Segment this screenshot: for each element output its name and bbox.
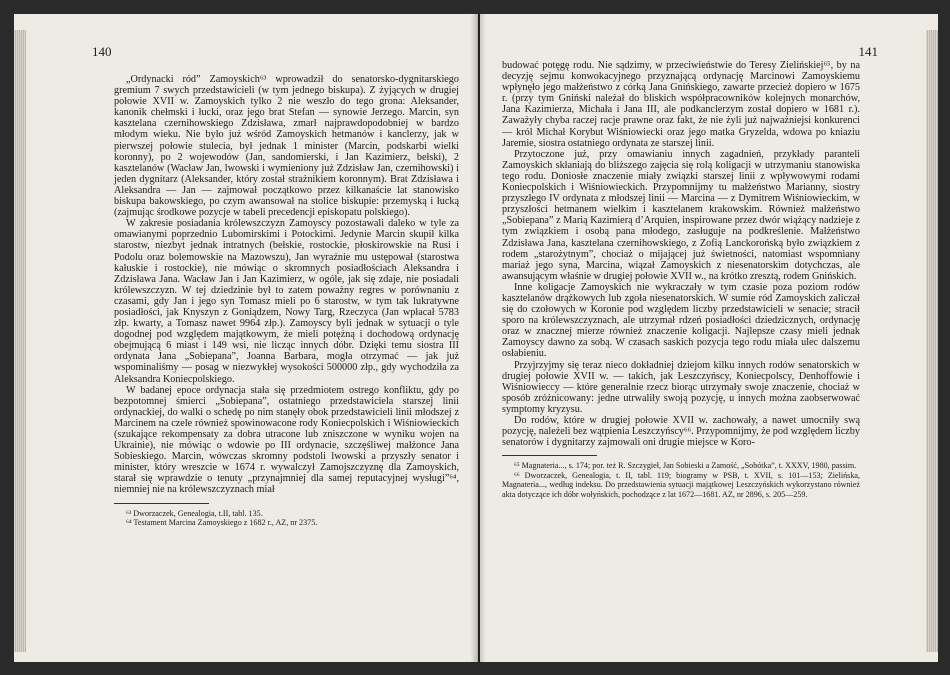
footnote-divider xyxy=(114,503,209,504)
page-edges-right xyxy=(926,30,938,652)
page-number-right: 141 xyxy=(858,44,878,59)
page-number-left: 140 xyxy=(92,44,112,59)
left-page-text xyxy=(114,74,459,528)
footnote: ⁶⁴ Testament Marcina Zamoyskiego z 1682 r., AZ, nr 2375. xyxy=(126,518,318,528)
paragraph: „Ordynacki ród” Zamoyskich⁶³ wprowadził do senatorsko-dygnitarskiego gremium 7 swych przedstawicieli (w tym jednego biskupa). Z żyjących w drugiej połowie XVII w. Zamoyskich tylko 2 nie weszło do tego grona: Aleksander, kanonik chełmski i łucki, oraz jego brat Stefan — synowie Jerzego. Marcin, syn kasztelana czernihowskiego Zdzisława, zmarł najprawdopodobniej w bardzo młodym wieku. Nie było już wśród Zamoyskich hetmanów i kanclerzy, jak w pierwszej połowie stulecia, był jednak 1 minister (Marcin, podskarbi wielki koronny), po 2 wojewodów (Jan, sandomierski, i Jan Kazimierz, bełski), 2 kasztelanów (Wacław Jan, lwowski i wymieniony już Zdzisław Jan, czernihowski) i jeden dygnitarz (Aleksander, który został strażnikiem koronnym). Brat Zdzisława i Aleksandra — Jan — zajmował początkowo przez kilkanaście lat stanowisko biskupa bakowskiego, po czym awansował na stolice biskupie: przemyską i łucką (zajmując środkowe pozycje w tabeli precedencji episkopatu polskiego). xyxy=(114,74,459,219)
paragraph: Do rodów, które w drugiej połowie XVII w. zachowały, a nawet umocniły swą pozycję, należeli bez wątpienia Leszczyńscy⁶⁶. Przypomnijmy, że pod względem liczby senatorów i dygnitarzy zajmowali oni drugie miejsce w Koro- xyxy=(502,415,860,449)
left-page xyxy=(14,14,478,662)
right-page-text xyxy=(502,60,860,500)
paragraph: Inne koligacje Zamoyskich nie wykraczały w tym czasie poza poziom rodów kasztelanów drążkowych lub zgoła niesenatorskich. W sumie ród Zamoyskich zaliczał się do czołowych w Koronie pod względem liczby przedstawicieli w senacie; stracił sporo na królewszczyznach, ale utrzymał rdzeń posiadłości dziedzicznych, ordynację oraz w znacznej mierze również znaczenie koligacji. Najlepsze czasy mieli jednak Zamoyscy dawno za sobą. W czasach saskich pozycja tego rodu miała ulec dalszemu osłabieniu. xyxy=(502,281,860,360)
paragraph: W badanej epoce ordynacja stała się przedmiotem ostrego konfliktu, gdy po bezpotomnej śmierci „Sobiepana”, ostatniego przedstawiciela starszej linii ordynackiej, do walki o schedę po nim stanęły obok przedstawicieli linii młodszej z Marcinem na czele również spowinowacone rody Koniecpolskich i Wiśniowieckich (szukające rekompensaty za dobra utracone lub zniszczone w wyniku wojen na Ukrainie), nie mówiąc o wdowie po III ordynacie, szczęśliwej małżonce Jana Sobieskiego. Marcin, wówczas skromny podstoli lwowski a przyszły senator i minister, który wreszcie w 1674 r. wywalczył Zamojszczyznę dla Zamoyskich, starał się wprawdzie o tenuty „przynajmniej dla samej reputacyjnej wysługi”⁶⁴, niemniej nie na królewszczyznach miał xyxy=(114,384,459,496)
paragraph: W zakresie posiadania królewszczyzn Zamoyscy pozostawali daleko w tyle za omawianymi poprzednio Lubomirskimi i Potockimi. Jedynie Marcin skupił kilka starostw, niezbyt jednak intratnych (bełskie, rostockie, płoskirowskie na Rusi i Podolu oraz bolemowskie na Mazowszu), Jan wyraźnie mu ustępował (starostwa kałuskie i rostockie), nie mówiąc o skromnych posiadłościach Aleksandra i Zdzisława Jana. Wacław Jan i Jan Kazimierz, w ogóle, jak się zdaje, nie posiadali królewszczyzn. W tej dziedzinie był to zatem poważny regres w porównaniu z czasami, gdy Jan i jego syn Tomasz mieli po 6 starostw, w tym tak lukratywne posiadłości, jak Knyszyn z Goniądzem, Nowy Targ, Rzeczyca (Jan wpłacał 5783 złp. kwarty, a Tomasz nawet 9964 złp.). Zamoyscy byli jednak w sytuacji o tyle dogodnej pod względem majątkowym, że mieli potężną i dochodową ordynację obejmującą 6 miast i 149 wsi, nie licząc innych dóbr. Dzięki temu siostra III ordynata Jana „Sobiepana”, Joanna Barbara, mogła otrzymać — jak już wspominaliśmy — posag w niezwykłej wysokości 500000 złp., gdy wychodziła za Aleksandra Koniecpolskiego. xyxy=(114,218,459,385)
footnote: ⁶⁶ Dworzaczek, Genealogia, t. II, tabl. 119; biogramy w PSB, t. XVII, s. 101—153; Zielińska, Magnateria..., według indeksu. Do przedstawienia sytuacji majątkowej Leszczyńskich wykorzystano również akta dotyczące ich dóbr wołyńskich, pochodzące z lat 1672—1681. AZ, nr 2896, s. 205—259. xyxy=(502,470,860,500)
page-edges-left xyxy=(14,30,26,652)
paragraph: budować potęgę rodu. Nie sądzimy, w przeciwieństwie do Teresy Zielińskiej⁶⁵, by na decyzję sejmu konwokacyjnego przyznającą ordynację Marcinowi Zamoyskiemu wpłynęło jego małżeństwo z córką Jana Gnińskiego, zawarte przecież dopiero w 1675 r. (przy tym Gniński należał do bliskich współpracowników kolejnych monarchów, Jana Kazimierza, Michała i Jana III, ale podkanclerzym został dopiero w 1681 r.). Zaważyły chyba raczej racje prawne oraz fakt, że nie żyli już najważniejsi konkurenci — król Michał Korybut Wiśniowiecki oraz jego matka Gryzelda, wdowa po kniaziu Jaremie, siostra ostatniego ordynata ze starszej linii. xyxy=(502,60,860,149)
footnote: ⁶⁵ Magnateria..., s. 174; por. też R. Szczygieł, Jan Sobieski a Zamość, „Sobótka”, t. XXXV, 1980, passim. xyxy=(514,461,857,471)
book-gutter xyxy=(470,14,486,662)
book-spread xyxy=(14,14,938,662)
right-page xyxy=(480,14,938,662)
paragraph: Przyjrzyjmy się teraz nieco dokładniej dziejom kilku innych rodów senatorskich w drugiej połowie XVII w. — takich, jak Leszczyńscy, Koniecpolscy, Denhoffowie i Wiśniowieccy — które generalnie rzecz biorąc utrzymały swoje znaczenie, chociaż w sposób zróżnicowany: jedne utrwaliły swoją pozycję, u innych można zaobserwować symptomy kryzysu. xyxy=(502,359,860,415)
footnote-divider xyxy=(502,455,597,456)
footnote: ⁶³ Dworzaczek, Genealogia, t.II, tabl. 135. xyxy=(126,508,263,518)
paragraph: Przytoczone już, przy omawianiu innych zagadnień, przykłady paranteli Zamoyskich skłaniają do bliższego zajęcia się rolą koligacji w utrzymaniu stanowiska tego rodu. Doniosłe znaczenie miały związki starszej linii z wpływowymi rodami Koniecpolskich i Wiśniowieckich. Przypomnijmy tu małżeństwo Marianny, siostry przyszłego IV ordynata z młodszej linii — Marcina — z Dymitrem Wiśniowieckim, w przyszłości hetmanem wielkim i kasztelanem krakowskim. Również małżeństwo „Sobiepana” z Marią Kazimierą d’Arquien, inspirowane przez dwór wiążący nadzieje z tym związkiem i osobą pana młodego, zasługuje na podkreślenie. Małżeństwo Zdzisława Jana, kasztelana czernihowskiego, z Zofią Lanckorońską było związkiem z rodem „starożytnym”, chociaż o mijającej już świetności, natomiast wspomniany mariaż jego syna, Marcina, wiązał Zamoyskich z niesenatorskim dotychczas, ale awansującym właśnie w drugiej połowie XVII w., na krótko zresztą, rodem Gnińskich. xyxy=(502,148,860,282)
